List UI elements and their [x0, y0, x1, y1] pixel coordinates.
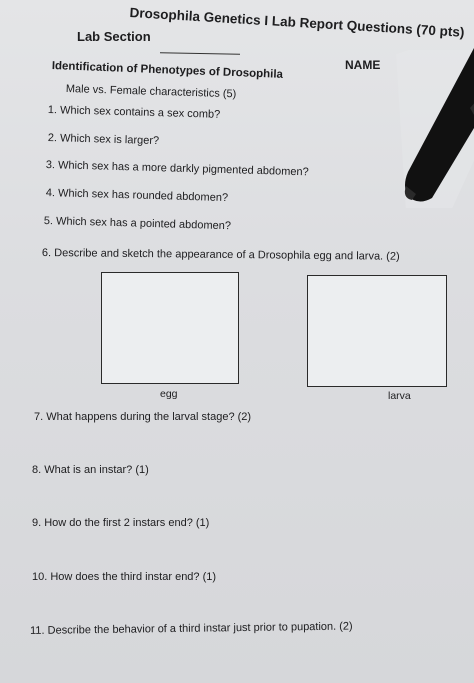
lab-section-label: Lab Section — [77, 29, 151, 44]
question-4: 4. Which sex has rounded abdomen? — [45, 187, 229, 205]
question-1: 1. Which sex contains a sex comb? — [47, 104, 221, 121]
worksheet-title: Drosophila Genetics I Lab Report Questions (70 pts) — [129, 5, 465, 40]
section-subtitle: Male vs. Female characteristics (5) — [65, 83, 237, 101]
question-5: 5. Which sex has a pointed abdomen? — [43, 215, 232, 233]
lab-section-blank-line — [160, 52, 240, 54]
question-8: 8. What is an instar? (1) — [32, 464, 149, 476]
question-10: 10. How does the third instar end? (1) — [32, 571, 217, 583]
question-3: 3. Which sex has a more darkly pigmented abdomen? — [45, 159, 309, 179]
question-7: 7. What happens during the larval stage? (2) — [34, 411, 252, 423]
egg-label: egg — [160, 388, 178, 400]
question-11: 11. Describe the behavior of a third instar just prior to pupation. (2) — [29, 620, 353, 637]
pen-image — [378, 48, 474, 208]
larva-sketch-box[interactable] — [307, 275, 447, 387]
question-2: 2. Which sex is larger? — [47, 132, 160, 148]
egg-sketch-box[interactable] — [101, 272, 239, 384]
question-6: 6. Describe and sketch the appearance of a Drosophila egg and larva. (2) — [41, 247, 400, 263]
larva-label: larva — [388, 390, 411, 402]
name-label: NAME — [345, 58, 381, 72]
question-9: 9. How do the first 2 instars end? (1) — [32, 517, 210, 529]
section-title: Identification of Phenotypes of Drosophila — [51, 60, 284, 81]
